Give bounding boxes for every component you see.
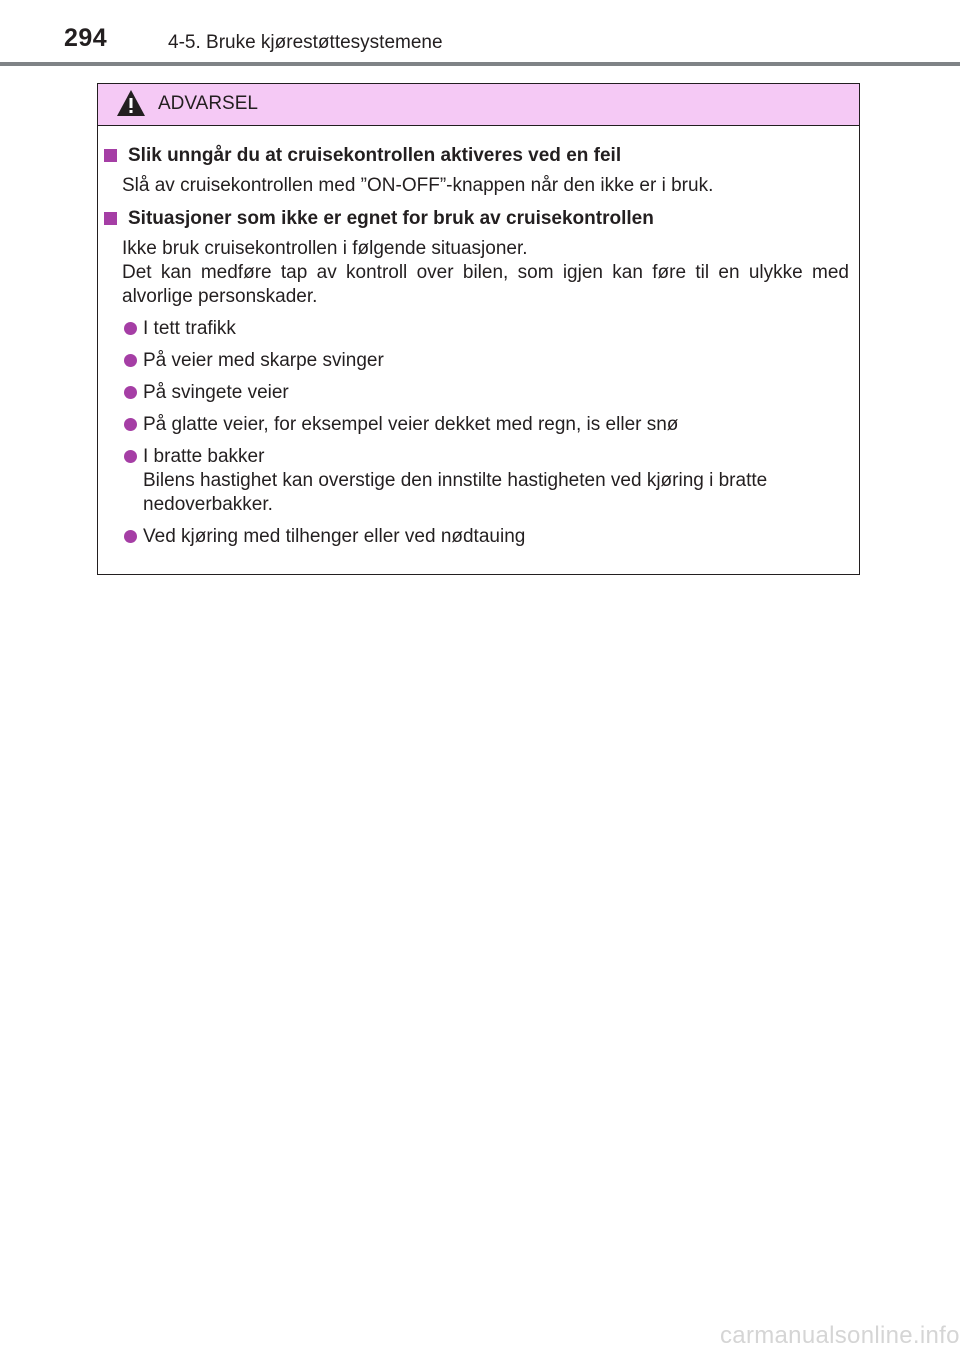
section-title: 4-5. Bruke kjørestøttesystemene bbox=[168, 32, 443, 53]
header-rule bbox=[0, 62, 960, 66]
list-item-text: Ved kjøring med tilhenger eller ved nødtauing bbox=[143, 526, 526, 547]
square-bullet-icon bbox=[104, 212, 117, 225]
round-bullet-icon bbox=[124, 354, 137, 367]
paragraph bbox=[122, 237, 849, 309]
subheading-text: Slik unngår du at cruisekontrollen aktiveres ved en feil bbox=[128, 145, 622, 166]
subheading bbox=[104, 144, 859, 168]
subheading bbox=[104, 207, 859, 231]
paragraph-line: Det kan medføre tap av kontroll over bilen, som igjen kan føre til en ulykke med alvorlige personskader. bbox=[122, 262, 849, 307]
list-item-text: I tett trafikk bbox=[143, 318, 236, 339]
list-item-text: I bratte bakker bbox=[143, 446, 265, 467]
warning-header bbox=[98, 84, 859, 126]
list-item-text: På svingete veier bbox=[143, 382, 289, 403]
list-item bbox=[124, 317, 851, 341]
warning-label: ADVARSEL bbox=[158, 93, 258, 114]
round-bullet-icon bbox=[124, 418, 137, 431]
round-bullet-icon bbox=[124, 322, 137, 335]
page-number: 294 bbox=[64, 24, 108, 52]
list-item bbox=[124, 381, 851, 405]
round-bullet-icon bbox=[124, 450, 137, 463]
round-bullet-icon bbox=[124, 530, 137, 543]
subheading-text: Situasjoner som ikke er egnet for bruk av cruisekontrollen bbox=[128, 208, 654, 229]
paragraph-line: Ikke bruk cruisekontrollen i følgende situasjoner. bbox=[122, 238, 528, 259]
list-item bbox=[124, 525, 851, 549]
list-item-detail: Bilens hastighet kan overstige den innstilte hastigheten ved kjøring i bratte nedoverbakker. bbox=[143, 470, 768, 515]
warning-body bbox=[98, 144, 859, 549]
page-header bbox=[0, 0, 960, 66]
round-bullet-icon bbox=[124, 386, 137, 399]
list-item bbox=[124, 349, 851, 373]
list-item bbox=[124, 413, 851, 437]
warning-triangle-icon bbox=[116, 89, 146, 117]
square-bullet-icon bbox=[104, 149, 117, 162]
list-item-text: På veier med skarpe svinger bbox=[143, 350, 384, 371]
list-item-text: På glatte veier, for eksempel veier dekket med regn, is eller snø bbox=[143, 414, 679, 435]
watermark: carmanualsonline.info bbox=[720, 1322, 960, 1349]
warning-box bbox=[97, 83, 860, 575]
paragraph: Slå av cruisekontrollen med ”ON-OFF”-knappen når den ikke er i bruk. bbox=[122, 175, 714, 196]
list-item bbox=[124, 445, 851, 517]
